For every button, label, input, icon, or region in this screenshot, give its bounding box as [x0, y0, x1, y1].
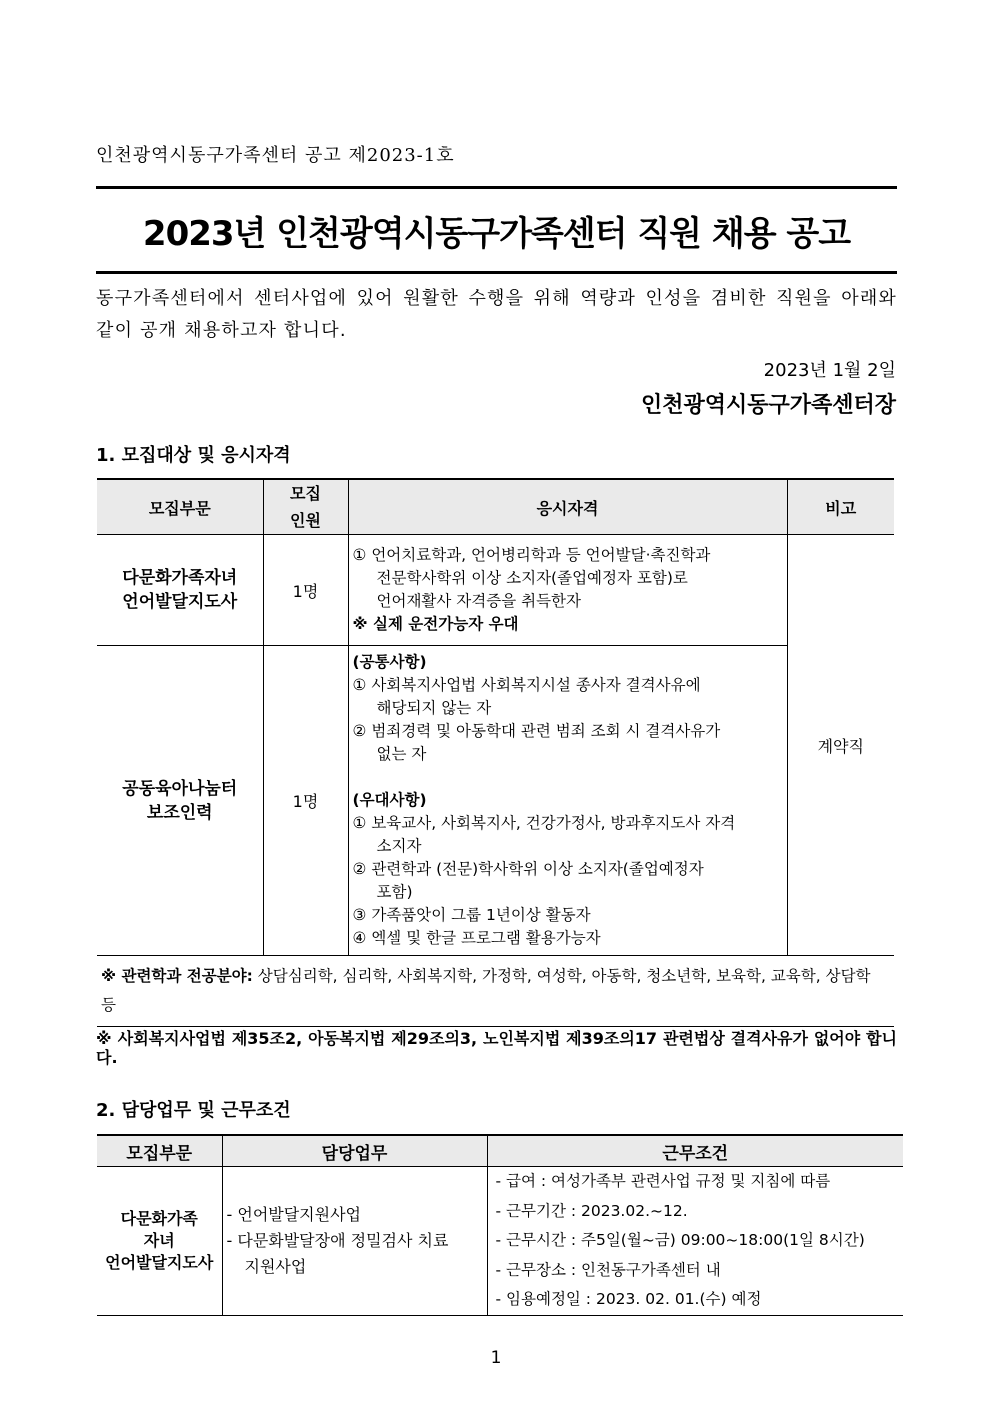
qualification-line: 전문학사학위 이상 소지자(졸업예정자 포함)로 — [376, 569, 688, 587]
qualification-line: ④ 엑셀 및 한글 프로그램 활용가능자 — [352, 929, 601, 947]
table-row — [97, 646, 894, 956]
qualification-line: 포함) — [376, 883, 413, 901]
recruitment-table — [97, 478, 894, 1027]
qualification-cell — [348, 535, 787, 646]
header-count-line2: 인원 — [290, 511, 321, 530]
spacer — [353, 766, 783, 789]
major-note — [97, 956, 894, 1027]
category-line: 자녀 — [143, 1230, 175, 1250]
table-row — [97, 535, 894, 646]
category-cell — [97, 535, 263, 646]
count-cell: 1명 — [263, 646, 348, 956]
duty-table — [97, 1134, 903, 1316]
header-category: 모집부문 — [97, 1135, 222, 1167]
header-remark: 비고 — [787, 479, 894, 535]
duty-line: - 다문화발달장애 정밀검사 치료 — [226, 1230, 449, 1250]
category-line: 다문화가족자녀 — [122, 568, 238, 588]
page-number: 1 — [490, 1348, 502, 1368]
qualification-line: 없는 자 — [376, 745, 427, 763]
category-line: 언어발달지도사 — [105, 1252, 214, 1272]
category-line: 공동육아나눔터 — [122, 778, 238, 799]
major-note-label: ※ 관련학과 전공분야: — [101, 967, 253, 985]
common-label: (공통사항) — [352, 653, 427, 671]
header-count — [263, 479, 348, 535]
qualification-preference: ※ 실제 운전가능자 우대 — [352, 615, 519, 633]
notice-number: 인천광역시동구가족센터 공고 제2023-1호 — [96, 145, 455, 166]
category-line: 보조인력 — [146, 802, 213, 823]
notice-date: 2023년 1월 2일 — [763, 360, 896, 381]
qualification-line: ① 보육교사, 사회복지사, 건강가정사, 방과후지도사 자격 — [352, 814, 736, 832]
header-category: 모집부문 — [97, 479, 263, 535]
category-line: 언어발달지도사 — [122, 592, 238, 612]
major-note-row — [97, 956, 894, 1027]
qualification-line: ① 사회복지사업법 사회복지시설 종사자 결격사유에 — [352, 676, 701, 694]
section1-title: 1. 모집대상 및 응시자격 — [96, 445, 291, 466]
category-cell — [97, 646, 263, 956]
header-conditions: 근무조건 — [487, 1135, 903, 1167]
qualification-cell — [348, 646, 787, 956]
section2-title: 2. 담당업무 및 근무조건 — [96, 1100, 291, 1121]
condition-line: - 급여 : 여성가족부 관련사업 규정 및 지침에 따름 — [495, 1172, 831, 1190]
title-bottom-rule — [96, 271, 897, 274]
table-header-row — [97, 479, 894, 535]
conditions-cell — [487, 1167, 903, 1316]
major-note-text: 상담심리학, 심리학, 사회복지학, 가정학, 여성학, 아동학, 청소년학, 보육학, 교육학, 상담학 등 — [101, 967, 871, 1014]
legal-note: ※ 사회복지사업법 제35조2, 아동복지법 제29조의3, 노인복지법 제39조의17 관련법상 결격사유가 없어야 합니다. — [96, 1029, 897, 1067]
qualification-line: ① 언어치료학과, 언어병리학과 등 언어발달·촉진학과 — [352, 546, 711, 564]
qualification-line: ③ 가족품앗이 그룹 1년이상 활동자 — [352, 906, 591, 924]
remark-cell: 계약직 — [787, 535, 894, 956]
preference-label: (우대사항) — [352, 791, 427, 809]
qualification-line: ② 관련학과 (전문)학사학위 이상 소지자(졸업예정자 — [352, 860, 704, 878]
condition-line: - 근무기간 : 2023.02.~12. — [495, 1201, 688, 1220]
qualification-line: 해당되지 않는 자 — [376, 699, 492, 717]
title-top-rule — [96, 186, 897, 189]
issuer-name: 인천광역시동구가족센터장 — [640, 393, 896, 418]
qualification-line: 언어재활사 자격증을 취득한자 — [376, 592, 582, 610]
intro-paragraph: 동구가족센터에서 센터사업에 있어 원활한 수행을 위해 역량과 인성을 겸비한 직원을 아래와 같이 공개 채용하고자 합니다. — [96, 288, 897, 341]
duty-line: 지원사업 — [244, 1256, 307, 1276]
count-cell: 1명 — [263, 535, 348, 646]
qualification-line: ② 범죄경력 및 아동학대 관련 범죄 조회 시 결격사유가 — [352, 722, 721, 740]
header-count-line1: 모집 — [290, 484, 321, 503]
duty-line: - 언어발달지원사업 — [226, 1204, 362, 1224]
condition-line: - 임용예정일 : 2023. 02. 01.(수) 예정 — [495, 1290, 762, 1308]
table-header-row — [97, 1135, 903, 1167]
page-title: 2023년 인천광역시동구가족센터 직원 채용 공고 — [142, 214, 851, 254]
condition-line: - 근무시간 : 주5일(월~금) 09:00~18:00(1일 8시간) — [495, 1231, 865, 1249]
category-line: 다문화가족 — [120, 1208, 198, 1228]
header-duty: 담당업무 — [222, 1135, 487, 1167]
table-row — [97, 1167, 903, 1316]
category-cell — [97, 1167, 222, 1316]
header-qualification: 응시자격 — [348, 479, 787, 535]
duty-cell — [222, 1167, 487, 1316]
condition-line: - 근무장소 : 인천동구가족센터 내 — [495, 1260, 721, 1279]
qualification-line: 소지자 — [376, 837, 422, 855]
